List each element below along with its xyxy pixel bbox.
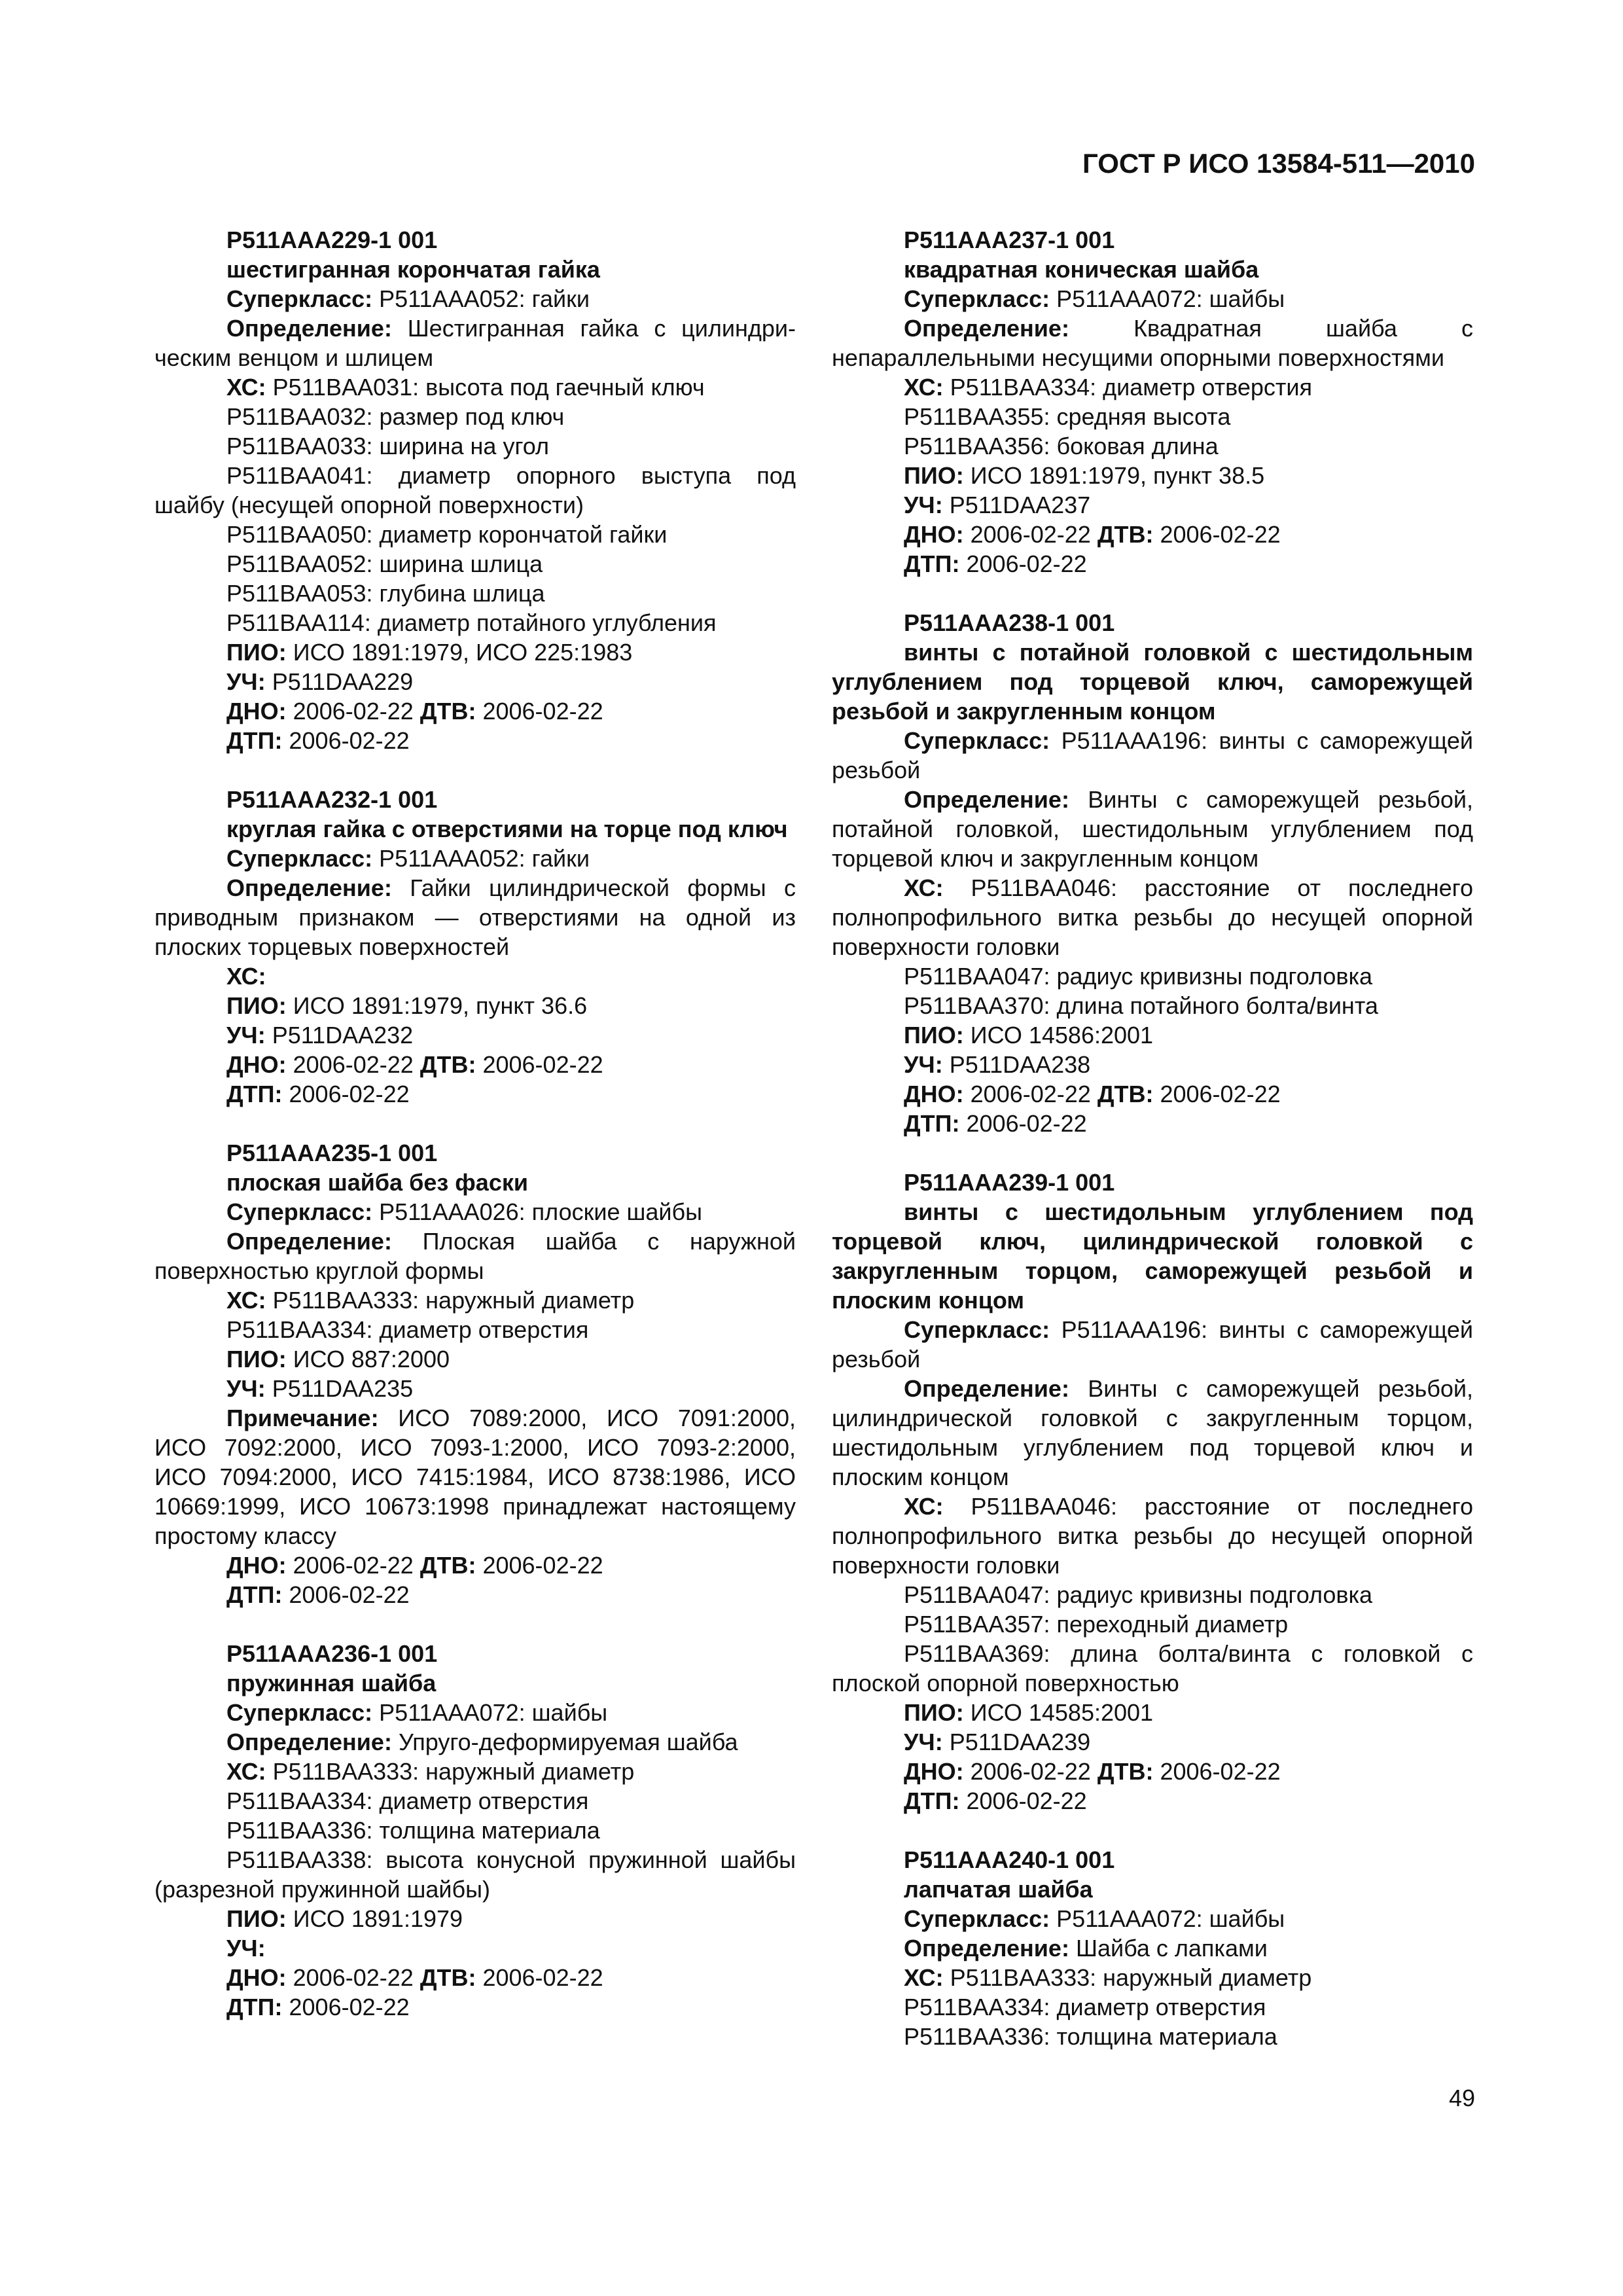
pio-line-label: ПИО:: [226, 992, 287, 1019]
xs-line-label: ХС:: [226, 1287, 266, 1314]
dno-value: 2006-02-22: [970, 1758, 1091, 1785]
uch-line-value: P511DAA238: [949, 1051, 1091, 1078]
pio-line-value: ИСО 887:2000: [293, 1346, 450, 1372]
definition-line: [154, 873, 796, 961]
dates-line: [154, 696, 796, 726]
superclass-line: [154, 844, 796, 873]
superclass-line-label: Суперкласс:: [226, 1198, 373, 1225]
xs-line-value: P511BAA333: наружный диаметр: [950, 1964, 1312, 1991]
xs-line-value: P511BAA031: высота под гаечный ключ: [272, 374, 705, 401]
dtv-value: 2006-02-22: [482, 1552, 603, 1579]
uch-line-value: P511DAA235: [272, 1375, 414, 1402]
entry-code: P511AAA239-1 001: [904, 1169, 1115, 1196]
entry-title: винты с шестидольным углублением под торцевой ключ, цилиндрической головкой с закругленным торцом, саморежущей резьбой и плоским концом: [832, 1198, 1473, 1314]
dtv-label: ДТВ:: [419, 1964, 476, 1991]
entry-code: P511AAA237-1 001: [904, 226, 1115, 253]
xs-item: P511BAA050: диаметр корончатой гайки: [226, 521, 668, 548]
definition-line-label: Определение:: [226, 1228, 392, 1255]
uch-line-value: P511DAA232: [272, 1022, 414, 1049]
dtp-line-value: 2006-02-22: [289, 727, 410, 754]
xs-line: [154, 961, 796, 991]
dtv-value: 2006-02-22: [1160, 521, 1281, 548]
superclass-line-value: P511AAA196: винты с саморежущей резьбой: [832, 1316, 1473, 1372]
dno-label: ДНО:: [226, 1964, 287, 1991]
uch-line-value: P511DAA229: [272, 668, 414, 695]
uch-line: [154, 667, 796, 696]
superclass-line-label: Суперкласс:: [904, 285, 1050, 312]
definition-line-value: Винты с саморежущей резьбой, потайной головкой, шестидольным углублением под торцевой ключ и закругленным концом: [832, 786, 1473, 872]
uch-line: [154, 1933, 796, 1963]
definition-line: [832, 1374, 1473, 1492]
page-number: 49: [1448, 2085, 1475, 2111]
superclass-line: [154, 1698, 796, 1727]
dtp-line-label: ДТП:: [904, 550, 960, 577]
pio-line-label: ПИО:: [904, 462, 964, 489]
entry-code: P511AAA238-1 001: [904, 609, 1115, 636]
dtp-line: [154, 1580, 796, 1609]
dtp-line-label: ДТП:: [226, 1994, 283, 2020]
xs-item: P511BAA355: средняя высота: [904, 403, 1231, 430]
definition-line-value: Винты с саморежущей резьбой, цилиндрической головкой с закругленным торцом, шестидольным углублением под торцевой ключ и плоским концом: [832, 1375, 1473, 1490]
pio-line-label: ПИО:: [226, 1346, 287, 1372]
superclass-line: [154, 1197, 796, 1227]
pio-line: [832, 461, 1473, 490]
xs-item: P511BAA052: ширина шлица: [226, 550, 543, 577]
dtv-value: 2006-02-22: [482, 1964, 603, 1991]
uch-line-label: УЧ:: [226, 1935, 266, 1962]
entry-code: P511AAA235-1 001: [226, 1139, 438, 1166]
superclass-line-label: Суперкласс:: [226, 285, 373, 312]
xs-item: P511BAA047: радиус кривизны подголовка: [904, 963, 1373, 990]
dtp-line-value: 2006-02-22: [289, 1581, 410, 1608]
definition-line-value: Гайки цилиндрической формы с приводным признаком — отверстиями на одной из плоских торцевых поверхностей: [154, 874, 796, 960]
superclass-line: [832, 726, 1473, 785]
dtv-label: ДТВ:: [1097, 521, 1154, 548]
dtv-label: ДТВ:: [419, 698, 476, 725]
standard-header: ГОСТ Р ИСО 13584-511—2010: [1082, 148, 1475, 179]
definition-line: [832, 314, 1473, 372]
definition-line-value: Упруго-деформируемая шайба: [398, 1729, 738, 1755]
dtv-label: ДТВ:: [419, 1051, 476, 1078]
definition-line-value: Плоская шайба с наружной поверхностью круглой формы: [154, 1228, 796, 1284]
superclass-line-label: Суперкласс:: [226, 845, 373, 872]
pio-line-value: ИСО 1891:1979, пункт 36.6: [293, 992, 588, 1019]
entry-title: шестигранная корончатая гайка: [226, 256, 600, 283]
superclass-line: [832, 1904, 1473, 1933]
dtp-line-label: ДТП:: [904, 1110, 960, 1137]
dtp-line: [832, 1109, 1473, 1138]
uch-line: [154, 1374, 796, 1403]
xs-item: P511BAA033: ширина на угол: [226, 433, 550, 459]
superclass-line-value: P511AAA052: гайки: [379, 845, 590, 872]
superclass-line: [154, 284, 796, 314]
xs-item: P511BAA053: глубина шлица: [226, 580, 545, 607]
definition-line-label: Определение:: [226, 315, 392, 342]
dtv-label: ДТВ:: [1097, 1081, 1154, 1107]
dtp-line-value: 2006-02-22: [289, 1994, 410, 2020]
dno-value: 2006-02-22: [293, 1964, 414, 1991]
dates-line: [154, 1050, 796, 1079]
xs-item: P511BAA338: высота конусной пружинной шайбы (разрезной пружинной шайбы): [154, 1846, 796, 1903]
xs-line: [154, 1285, 796, 1315]
uch-line-label: УЧ:: [904, 1729, 943, 1755]
dates-line: [832, 1757, 1473, 1786]
entry-code: P511AAA240-1 001: [904, 1846, 1115, 1873]
pio-line: [832, 1698, 1473, 1727]
entry: [832, 608, 1473, 1138]
xs-item: P511BAA032: размер под ключ: [226, 403, 565, 430]
entry-title: лапчатая шайба: [904, 1876, 1093, 1903]
entry: [154, 785, 796, 1109]
dno-value: 2006-02-22: [970, 1081, 1091, 1107]
dtp-line-value: 2006-02-22: [289, 1081, 410, 1107]
dtp-line: [832, 1786, 1473, 1816]
definition-line-value: Шайба с лапками: [1075, 1935, 1268, 1962]
dtv-value: 2006-02-22: [482, 1051, 603, 1078]
uch-line-label: УЧ:: [904, 492, 943, 518]
superclass-line-label: Суперкласс:: [904, 1316, 1050, 1343]
dtp-line: [832, 549, 1473, 579]
pio-line: [154, 991, 796, 1020]
xs-item: P511BAA356: боковая длина: [904, 433, 1219, 459]
entry-title: круглая гайка с отверстиями на торце под ключ: [226, 816, 788, 842]
xs-line-value: P511BAA046: расстояние от последнего полнопрофильного витка резьбы до несущей опорной поверхности головки: [832, 1493, 1473, 1579]
pio-line-value: ИСО 14585:2001: [970, 1699, 1154, 1726]
right-column: [832, 225, 1473, 2081]
superclass-line-value: P511AAA072: шайбы: [1056, 1905, 1285, 1932]
dno-label: ДНО:: [226, 698, 287, 725]
dno-label: ДНО:: [226, 1552, 287, 1579]
definition-line: [154, 1727, 796, 1757]
definition-line: [832, 1933, 1473, 1963]
dno-value: 2006-02-22: [970, 521, 1091, 548]
xs-line-value: P511BAA334: диаметр отверстия: [950, 374, 1312, 401]
entry-title: винты с потайной головкой с шестидольным углублением под торцевой ключ, саморежущей резьбой и закругленным концом: [832, 639, 1473, 725]
xs-item: P511BAA369: длина болта/винта с головкой с плоской опорной поверхностью: [832, 1640, 1473, 1696]
note-line-label: Примечание:: [226, 1405, 379, 1431]
dno-value: 2006-02-22: [293, 1051, 414, 1078]
entry-code: P511AAA232-1 001: [226, 786, 438, 813]
entry-title: плоская шайба без фаски: [226, 1169, 528, 1196]
xs-line: [832, 372, 1473, 402]
uch-line: [154, 1020, 796, 1050]
uch-line-label: УЧ:: [226, 1022, 266, 1049]
definition-line-value: Квадратная шайба с непараллельными несущими опорными поверхностями: [832, 315, 1473, 371]
dates-line: [832, 1079, 1473, 1109]
pio-line: [154, 1344, 796, 1374]
superclass-line: [832, 1315, 1473, 1374]
xs-line-value: P511BAA333: наружный диаметр: [272, 1287, 635, 1314]
dno-label: ДНО:: [904, 1758, 964, 1785]
superclass-line-value: P511AAA196: винты с саморежущей резьбой: [832, 727, 1473, 783]
dno-label: ДНО:: [226, 1051, 287, 1078]
dno-value: 2006-02-22: [293, 1552, 414, 1579]
entry: [832, 225, 1473, 579]
dtp-line-label: ДТП:: [226, 727, 283, 754]
xs-item: P511BAA334: диаметр отверстия: [226, 1316, 589, 1343]
xs-line-value: P511BAA333: наружный диаметр: [272, 1758, 635, 1785]
pio-line-value: ИСО 1891:1979, ИСО 225:1983: [293, 639, 633, 666]
entry: [832, 1168, 1473, 1816]
entry-title: пружинная шайба: [226, 1670, 437, 1696]
xs-line-label: ХС:: [904, 874, 944, 901]
dno-value: 2006-02-22: [293, 698, 414, 725]
definition-line: [832, 785, 1473, 873]
dates-line: [154, 1963, 796, 1992]
uch-line: [832, 1050, 1473, 1079]
definition-line-label: Определение:: [904, 786, 1069, 813]
dno-label: ДНО:: [904, 1081, 964, 1107]
pio-line-value: ИСО 1891:1979: [293, 1905, 463, 1932]
xs-line-label: ХС:: [904, 1964, 944, 1991]
xs-item: P511BAA336: толщина материала: [904, 2023, 1277, 2050]
definition-line-label: Определение:: [226, 874, 392, 901]
dtp-line-value: 2006-02-22: [966, 1787, 1087, 1814]
xs-item: P511BAA041: диаметр опорного выступа под шайбу (несущей опорной поверхности): [154, 462, 796, 518]
dates-line: [154, 1551, 796, 1580]
dtv-label: ДТВ:: [419, 1552, 476, 1579]
xs-line-label: ХС:: [904, 374, 944, 401]
superclass-line-label: Суперкласс:: [226, 1699, 373, 1726]
dtp-line: [154, 726, 796, 755]
pio-line: [832, 1020, 1473, 1050]
uch-line: [832, 1727, 1473, 1757]
xs-item: P511BAA114: диаметр потайного углубления: [226, 609, 717, 636]
pio-line-label: ПИО:: [904, 1022, 964, 1049]
dtv-value: 2006-02-22: [1160, 1758, 1281, 1785]
xs-line-label: ХС:: [226, 963, 266, 990]
xs-item: P511BAA357: переходный диаметр: [904, 1611, 1289, 1638]
dtp-line-value: 2006-02-22: [966, 1110, 1087, 1137]
uch-line-label: УЧ:: [904, 1051, 943, 1078]
xs-item: P511BAA336: толщина материала: [226, 1817, 600, 1844]
superclass-line-label: Суперкласс:: [904, 727, 1050, 754]
definition-line: [154, 1227, 796, 1285]
xs-item: P511BAA334: диаметр отверстия: [226, 1787, 589, 1814]
dno-label: ДНО:: [904, 521, 964, 548]
xs-line-value: P511BAA046: расстояние от последнего полнопрофильного витка резьбы до несущей опорной поверхности головки: [832, 874, 1473, 960]
superclass-line-value: P511AAA052: гайки: [379, 285, 590, 312]
entry-code: P511AAA236-1 001: [226, 1640, 438, 1667]
entry: [832, 1845, 1473, 2051]
entry: [154, 1639, 796, 2022]
dtv-value: 2006-02-22: [1160, 1081, 1281, 1107]
definition-line-label: Определение:: [904, 1935, 1069, 1962]
xs-item: P511BAA047: радиус кривизны подголовка: [904, 1581, 1373, 1608]
superclass-line: [832, 284, 1473, 314]
uch-line-value: P511DAA237: [949, 492, 1091, 518]
superclass-line-value: P511AAA072: шайбы: [1056, 285, 1285, 312]
dtp-line-label: ДТП:: [226, 1081, 283, 1107]
xs-line: [832, 1492, 1473, 1580]
dtv-label: ДТВ:: [1097, 1758, 1154, 1785]
definition-line: [154, 314, 796, 372]
note-line-value: ИСО 7089:2000, ИСО 7091:2000, ИСО 7092:2000, ИСО 7093-1:2000, ИСО 7093-2:2000, ИСО 7094:2000, ИСО 7415:1984, ИСО 8738:1986, ИСО 10669:1999, ИСО 10673:1998 принадлежат настоящему простому классу: [154, 1405, 796, 1549]
dates-line: [832, 520, 1473, 549]
superclass-line-value: P511AAA072: шайбы: [379, 1699, 608, 1726]
definition-line-label: Определение:: [904, 315, 1069, 342]
xs-line: [832, 1963, 1473, 1992]
pio-line: [154, 637, 796, 667]
entry-code: P511AAA229-1 001: [226, 226, 438, 253]
dtp-line: [154, 1079, 796, 1109]
xs-item: P511BAA334: диаметр отверстия: [904, 1994, 1266, 2020]
entry: [154, 225, 796, 755]
xs-line-label: ХС:: [904, 1493, 944, 1520]
dtp-line-value: 2006-02-22: [966, 550, 1087, 577]
pio-line-value: ИСО 1891:1979, пункт 38.5: [970, 462, 1265, 489]
entry: [154, 1138, 796, 1609]
superclass-line-label: Суперкласс:: [904, 1905, 1050, 1932]
pio-line-label: ПИО:: [226, 639, 287, 666]
dtp-line-label: ДТП:: [904, 1787, 960, 1814]
xs-line: [832, 873, 1473, 961]
pio-line-label: ПИО:: [226, 1905, 287, 1932]
definition-line-label: Определение:: [904, 1375, 1069, 1402]
dtp-line: [154, 1992, 796, 2022]
xs-line-label: ХС:: [226, 374, 266, 401]
definition-line-label: Определение:: [226, 1729, 392, 1755]
xs-line-label: ХС:: [226, 1758, 266, 1785]
uch-line-label: УЧ:: [226, 1375, 266, 1402]
xs-line: [154, 372, 796, 402]
uch-line-value: P511DAA239: [949, 1729, 1091, 1755]
definition-line-value: Шестигранная гайка с цилиндри-ческим венцом и шлицем: [154, 315, 796, 371]
uch-line: [832, 490, 1473, 520]
uch-line-label: УЧ:: [226, 668, 266, 695]
pio-line-value: ИСО 14586:2001: [970, 1022, 1154, 1049]
superclass-line-value: P511AAA026: плоские шайбы: [379, 1198, 702, 1225]
pio-line-label: ПИО:: [904, 1699, 964, 1726]
dtp-line-label: ДТП:: [226, 1581, 283, 1608]
pio-line: [154, 1904, 796, 1933]
left-column: [154, 225, 796, 2051]
note-line: [154, 1403, 796, 1551]
dtv-value: 2006-02-22: [482, 698, 603, 725]
xs-line: [154, 1757, 796, 1786]
entry-title: квадратная коническая шайба: [904, 256, 1259, 283]
xs-item: P511BAA370: длина потайного болта/винта: [904, 992, 1378, 1019]
